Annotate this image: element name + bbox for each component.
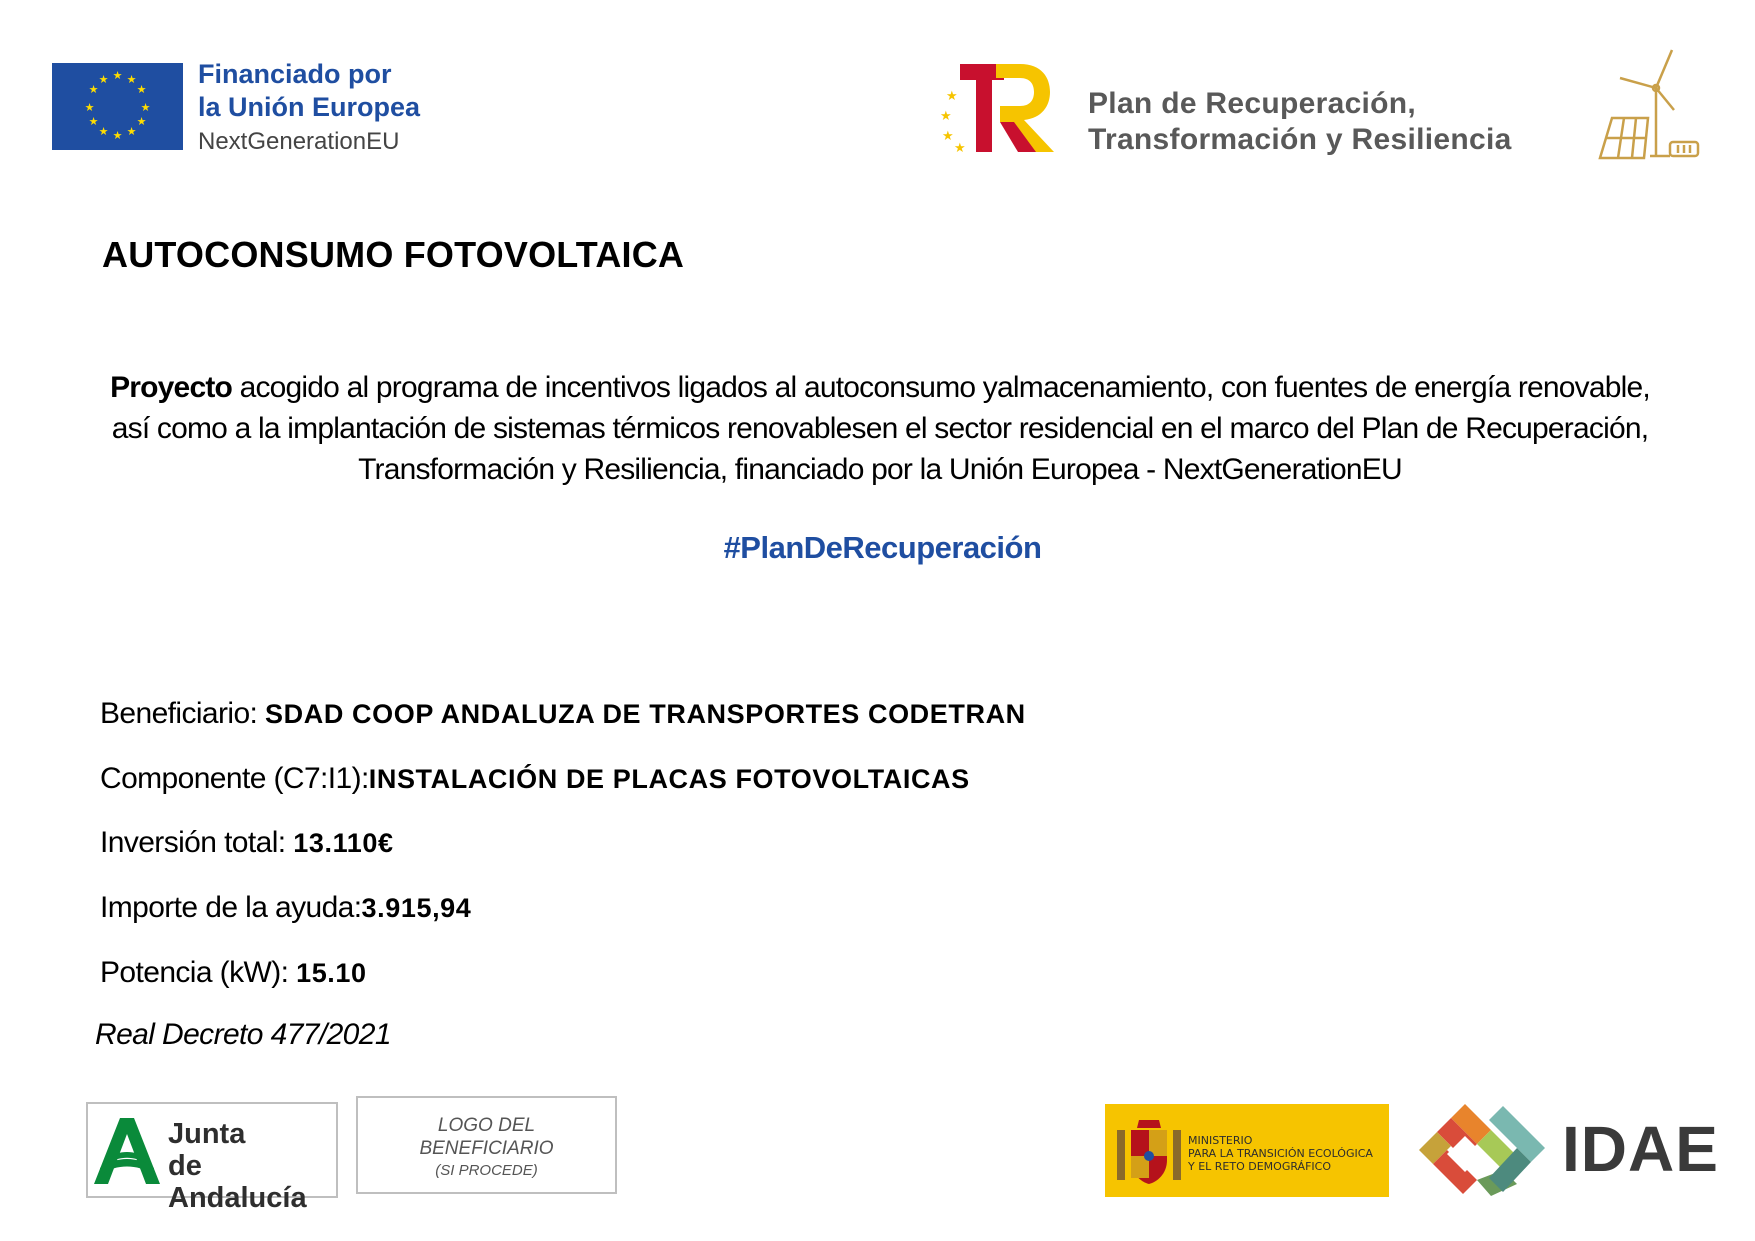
svg-text:★: ★ xyxy=(136,83,147,96)
svg-text:★: ★ xyxy=(140,101,151,114)
solar-wind-energy-icon xyxy=(1590,48,1705,163)
junta-emblem-icon xyxy=(92,1114,162,1188)
potencia-label: Potencia (kW): xyxy=(100,956,289,989)
document-title: AUTOCONSUMO FOTOVOLTAICA xyxy=(102,234,685,275)
project-description xyxy=(95,367,1665,490)
eu-line-2: la Unión Europea xyxy=(198,92,421,122)
svg-text:★: ★ xyxy=(940,109,952,124)
inversion-value: 13.110€ xyxy=(293,828,394,858)
description-lead: Proyecto xyxy=(110,371,233,404)
beneficiary-logo-placeholder xyxy=(356,1096,617,1194)
svg-text:★: ★ xyxy=(126,73,137,86)
importe-value: 3.915,94 xyxy=(361,893,472,923)
beneficiario-value: SDAD COOP ANDALUZA DE TRANSPORTES CODETRAN xyxy=(265,699,1026,729)
prtr-line-2: Transformación y Resiliencia xyxy=(1088,123,1512,156)
junta-line-1: Junta xyxy=(168,1118,246,1150)
placeholder-line-2: BENEFICIARIO xyxy=(419,1138,554,1159)
potencia-row xyxy=(100,956,367,990)
svg-text:★: ★ xyxy=(88,83,99,96)
inversion-row xyxy=(100,826,394,860)
svg-text:★: ★ xyxy=(84,101,95,114)
eu-stars-icon xyxy=(52,63,183,150)
importe-label: Importe de la ayuda: xyxy=(100,891,362,924)
svg-text:★: ★ xyxy=(98,73,109,86)
svg-text:★: ★ xyxy=(954,141,966,155)
potencia-value: 15.10 xyxy=(296,958,367,988)
ministerio-line-1: MINISTERIO xyxy=(1188,1134,1253,1147)
junta-line-2: de Andalucía xyxy=(168,1150,307,1214)
svg-text:★: ★ xyxy=(88,115,99,128)
svg-text:★: ★ xyxy=(98,125,109,138)
eu-funding-text xyxy=(198,58,420,158)
beneficiario-row xyxy=(100,697,1026,731)
svg-text:★: ★ xyxy=(112,129,123,142)
placeholder-line-1: LOGO DEL xyxy=(437,1115,536,1136)
svg-text:★: ★ xyxy=(942,129,954,144)
componente-row xyxy=(100,762,970,796)
eu-line-1: Financiado por xyxy=(198,59,392,89)
ministerio-logo xyxy=(1105,1104,1389,1197)
svg-text:★: ★ xyxy=(136,115,147,128)
prtr-logo xyxy=(938,60,1058,155)
componente-value: INSTALACIÓN DE PLACAS FOTOVOLTAICAS xyxy=(368,764,970,794)
prtr-title xyxy=(1088,86,1512,158)
junta-andalucia-logo xyxy=(86,1102,338,1214)
svg-text:★: ★ xyxy=(126,125,137,138)
prtr-line-1: Plan de Recuperación, xyxy=(1088,87,1417,120)
real-decreto: Real Decreto 477/2021 xyxy=(95,1018,391,1051)
eu-flag xyxy=(52,63,183,150)
idae-wordmark: IDAE xyxy=(1562,1113,1719,1185)
coat-of-arms-icon xyxy=(1115,1116,1183,1188)
hashtag: #PlanDeRecuperación xyxy=(723,530,1042,565)
componente-label: Componente (C7:I1): xyxy=(100,762,369,795)
idae-emblem-icon xyxy=(1415,1100,1550,1200)
beneficiario-label: Beneficiario: xyxy=(100,697,258,730)
description-text: acogido al programa de incentivos ligados al autoconsumo yalmacenamiento, con fuentes de energía renovable, así como a la implantación de sistemas térmicos renovablesen el sector residencial en el marco del Plan de Recuperación, Transformación y Resiliencia, financiado por la Unión Europea - NextGenerationEU xyxy=(111,371,1650,486)
svg-text:★: ★ xyxy=(946,89,958,104)
placeholder-line-3: (SI PROCEDE) xyxy=(435,1162,538,1179)
ministerio-line-2: PARA LA TRANSICIÓN ECOLÓGICA xyxy=(1188,1147,1373,1160)
ministerio-line-3: Y EL RETO DEMOGRÁFICO xyxy=(1188,1160,1331,1173)
importe-row xyxy=(100,891,471,925)
eu-line-3: NextGenerationEU xyxy=(198,128,400,155)
svg-text:★: ★ xyxy=(112,69,123,82)
inversion-label: Inversión total: xyxy=(100,826,286,859)
